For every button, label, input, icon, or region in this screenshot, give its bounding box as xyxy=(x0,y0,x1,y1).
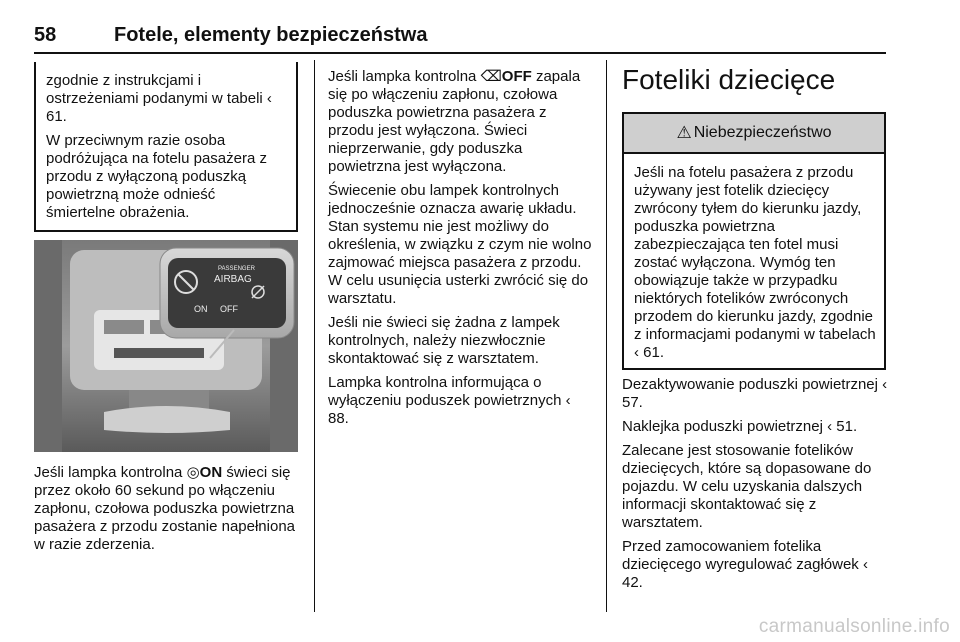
photo-label-passenger: PASSENGER xyxy=(218,266,255,272)
photo-label-off: OFF xyxy=(220,304,238,314)
indicator-on-paragraph xyxy=(34,464,298,554)
text-fragment: zapala się po włączeniu zapłonu, czołowa poduszka powietrzna pasażera z przodu jest wyłączona. Świeci nieprzerwanie, gdy poduszka powietrzna jest wyłączona. xyxy=(328,68,581,175)
page-header-title: Fotele, elementy bezpieczeństwa xyxy=(114,24,428,46)
column-divider-1 xyxy=(314,60,315,612)
danger-header xyxy=(624,114,884,154)
left-column-text xyxy=(34,464,298,560)
danger-box xyxy=(622,112,886,370)
text-fragment: Jeśli lampka kontrolna xyxy=(34,464,187,481)
danger-body xyxy=(624,154,884,372)
indicator-on-label: ON xyxy=(199,464,223,481)
body-paragraph: Lampka kontrolna informująca o wyłączeniu poduszek powietrznych ‹ 88. xyxy=(328,374,571,427)
airbag-indicator-photo xyxy=(34,240,298,452)
warning-triangle-icon: ⚠ xyxy=(676,123,692,142)
section-title: Foteliki dziecięce xyxy=(622,64,836,95)
airbag-panel-illustration xyxy=(34,240,298,452)
column-divider-2 xyxy=(606,60,607,612)
danger-title: Niebezpieczeństwo xyxy=(693,124,832,141)
header-rule xyxy=(34,52,886,54)
page-number: 58 xyxy=(34,24,57,46)
airbag-off-icon: ⌫ xyxy=(480,68,502,85)
right-column-text xyxy=(622,376,890,598)
warning-paragraph: W przeciwnym razie osoba podróżująca na fotelu pasażera z przodu z wyłączoną poduszką powietrzną może odnieść śmiertelne obrażenia. xyxy=(46,132,267,221)
indicator-off-label: OFF xyxy=(501,68,532,85)
body-paragraph: Dezaktywowanie poduszki powietrznej ‹ 57. xyxy=(622,376,888,411)
body-paragraph: Jeśli nie świeci się żadna z lampek kontrolnych, należy niezwłocznie skontaktować się z warsztatem. xyxy=(328,314,560,367)
airbag-on-icon: ◎ xyxy=(186,464,200,481)
body-paragraph: Zalecane jest stosowanie fotelików dziecięcych, które są dopasowane do pojazdu. W celu uzyskania dalszych informacji skontaktować się z warsztatem. xyxy=(622,442,872,531)
warning-continuation-box xyxy=(34,62,298,232)
text-fragment: Jeśli lampka kontrolna xyxy=(328,68,481,85)
middle-column-text xyxy=(328,68,594,434)
body-paragraph: Naklejka poduszki powietrznej ‹ 51. xyxy=(622,418,858,435)
watermark: carmanualsonline.info xyxy=(758,616,950,637)
body-paragraph: Przed zamocowaniem fotelika dziecięcego wyregulować zagłówek ‹ 42. xyxy=(622,538,868,591)
body-paragraph: Świecenie obu lampek kontrolnych jednocześnie oznacza awarię układu. Stan systemu nie jest możliwy do określenia, w związku z czym nie wolno zajmować miejsca pasażera z przodu. W celu usunięcia usterki zwrócić się do warsztatu. xyxy=(328,182,592,307)
photo-label-on: ON xyxy=(194,304,208,314)
indicator-off-paragraph xyxy=(328,68,594,176)
text-fragment: świeci się przez około 60 sekund po włączeniu zapłonu, czołowa poduszka powietrzna pasażera z przodu zostanie napełniona w razie zderzenia. xyxy=(34,464,296,553)
danger-text: Jeśli na fotelu pasażera z przodu używany jest fotelik dziecięcy zwrócony tyłem do kierunku jazdy, poduszka powietrzna zabezpieczająca ten fotel musi zostać wyłączona. Wymóg ten obowiązuje także w przypadku niektórych fotelików zwróconych przodem do kierunku jazdy, zgodnie z informacjami podanymi w tabelach ‹ 61. xyxy=(634,164,876,361)
warning-paragraph: zgodnie z instrukcjami i ostrzeżeniami podanymi w tabeli ‹ 61. xyxy=(46,72,272,125)
photo-label-airbag: AIRBAG xyxy=(214,274,252,285)
